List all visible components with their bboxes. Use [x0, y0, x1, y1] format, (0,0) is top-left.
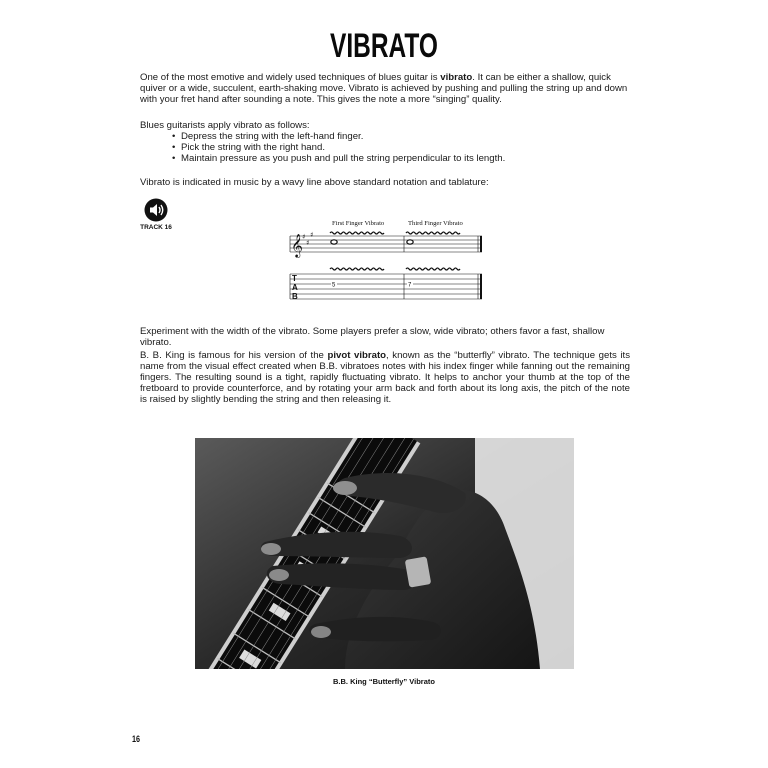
tab-vibrato-line-1: [330, 268, 384, 270]
list-item: • Pick the string with the right hand.: [172, 142, 505, 153]
whole-note-1: [331, 240, 337, 244]
indicated-paragraph: Vibrato is indicated in music by a wavy line above standard notation and tablature:: [140, 177, 489, 188]
intro-text-b: . It can be either a shallow, quick quiver or a wide, succulent, earth-shaking move. Vibrato is achieved by pushing and pulling the string up and down with your fret hand after sounding a note. This gives the note a more “singing” quality.: [140, 72, 628, 105]
music-notation: [286, 216, 486, 306]
tab-letter-b: B: [292, 292, 298, 301]
list-item: • Depress the string with the left-hand finger.: [172, 131, 505, 142]
svg-text:♯: ♯: [306, 239, 310, 247]
tab-letter-t: T: [292, 274, 297, 283]
whole-note-2: [407, 240, 413, 244]
notation-svg: [286, 216, 486, 306]
tab-number-1: 5: [332, 282, 336, 289]
photo-caption: B.B. King “Butterfly” Vibrato: [333, 677, 435, 686]
svg-text:♯: ♯: [310, 231, 314, 239]
staff-vibrato-line-1: [330, 232, 384, 234]
bbking-paragraph: [140, 350, 630, 405]
page-number: 16: [132, 734, 141, 744]
track-label: TRACK 16: [140, 224, 172, 231]
list-item: • Maintain pressure as you push and pull the string perpendicular to its length.: [172, 153, 505, 164]
tab-letter-a: A: [292, 283, 298, 292]
tab-staff: [290, 274, 482, 299]
page-title: VIBRATO: [330, 27, 438, 65]
staff-vibrato-line-2: [406, 232, 460, 234]
experiment-paragraph: Experiment with the width of the vibrato. Some players prefer a slow, wide vibrato; others favor a fast, shallow vibrato.: [140, 326, 605, 348]
bbking-bold-term: pivot vibrato: [327, 350, 387, 361]
intro-paragraph: [140, 72, 630, 105]
svg-text:♯: ♯: [302, 233, 306, 241]
tab-number-2: 7: [408, 282, 412, 289]
key-signature: [302, 231, 313, 247]
intro-text-a: One of the most emotive and widely used techniques of blues guitar is: [140, 72, 441, 83]
apply-bullet-list: [172, 131, 505, 164]
music-staff: [290, 236, 482, 252]
hand-on-guitar-photo: [195, 438, 574, 669]
tab-vibrato-line-2: [406, 268, 460, 270]
intro-bold-term: vibrato: [440, 72, 473, 83]
treble-clef-icon: 𝄞: [291, 233, 303, 257]
track-badge[interactable]: [140, 198, 172, 232]
first-finger-label: First Finger Vibrato: [332, 220, 385, 227]
photo-illustration: [195, 438, 574, 669]
bbking-text-a: B. B. King is famous for his version of the: [140, 350, 328, 361]
third-finger-label: Third Finger Vibrato: [408, 220, 463, 227]
bbking-text-b: , known as the “butterfly” vibrato. The technique gets its name from the visual effect created when B.B. vibratoes notes with his index finger while fanning out the remaining fingers. The resulting sound is a tight, rapidly fluctuating vibrato. It helps to anchor your thumb at the top of the fretboard to provide counterforce, and by rotating your arm back and forth about its long axis, the pitch of the note is raised by slightly bending the string and then releasing it.: [140, 350, 630, 405]
apply-lead: Blues guitarists apply vibrato as follows:: [140, 120, 310, 131]
speaker-icon: [144, 198, 168, 222]
